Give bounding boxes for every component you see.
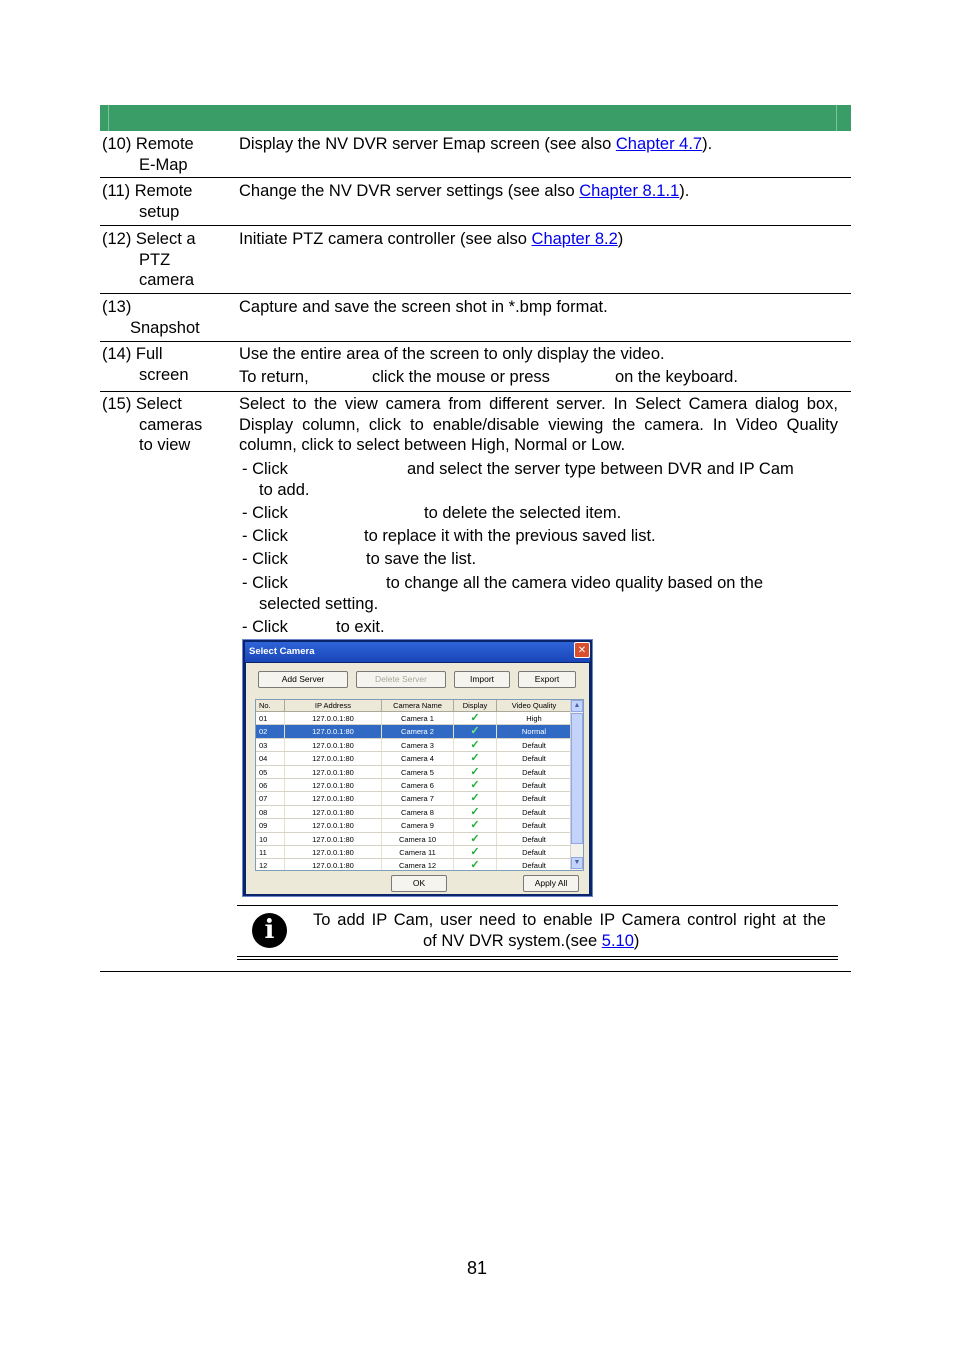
row-desc-full-screen: Use the entire area of the screen to only display the video. [239,345,665,363]
no-cell[interactable]: 08 [256,806,285,818]
no-cell[interactable]: 02 [256,725,285,737]
quality-cell[interactable]: Default [497,833,572,845]
display-cell[interactable] [454,766,497,778]
no-cell[interactable]: 03 [256,739,285,751]
quality-cell[interactable]: Default [497,859,572,871]
name-cell[interactable]: Camera 7 [382,792,454,804]
ip-cell[interactable]: 127.0.0.1:80 [285,752,382,764]
table-row[interactable] [256,792,572,805]
table-row[interactable] [256,739,572,752]
note-top-rule [237,905,838,906]
row-desc-full-screen-return-a: To return, [239,368,309,386]
column-header-camera-name[interactable]: Camera Name [382,700,454,712]
bullet-export-text: to save the list. [366,550,477,568]
ip-cell[interactable]: 127.0.0.1:80 [285,859,382,871]
column-header-ip-address[interactable]: IP Address [285,700,382,712]
no-cell[interactable]: 09 [256,819,285,831]
import-button[interactable]: Import [454,671,510,688]
dialog-title: Select Camera [245,642,590,662]
row-desc-select-cameras: Select to the view camera from different server. In Select Camera dialog box, Display column, click to enable/disable viewing the camera. In Video Quality column, click to select between High, Normal or Low. [239,395,838,454]
no-cell[interactable]: 06 [256,779,285,791]
table-bottom-rule [100,971,851,972]
table-row[interactable] [256,725,572,738]
no-cell[interactable]: 01 [256,712,285,724]
ip-cell[interactable]: 127.0.0.1:80 [285,846,382,858]
table-row[interactable] [256,766,572,779]
row-divider [100,341,851,342]
ip-cell[interactable]: 127.0.0.1:80 [285,725,382,737]
row-desc-remote-setup: Change the NV DVR server settings (see also Chapter 8.1.1). [239,182,690,200]
no-cell[interactable]: 12 [256,859,285,871]
name-cell[interactable]: Camera 10 [382,833,454,845]
bullet-add-server-text2: to add. [259,481,310,499]
scroll-thumb[interactable] [571,713,583,844]
name-cell[interactable]: Camera 1 [382,712,454,724]
table-row[interactable] [256,859,572,871]
table-row[interactable] [256,779,572,792]
bullet-import-click: - Click [242,527,288,545]
check-icon[interactable]: ✓ [470,859,480,871]
scroll-up-icon[interactable]: ▲ [571,700,583,712]
name-cell[interactable]: Camera 6 [382,779,454,791]
row-desc-full-screen-return-b: click the mouse or press [372,368,550,386]
quality-cell[interactable]: Default [497,779,572,791]
display-cell[interactable] [454,833,497,845]
table-row[interactable] [256,806,572,819]
no-cell[interactable]: 10 [256,833,285,845]
check-icon[interactable]: ✓ [470,779,480,791]
name-cell[interactable]: Camera 12 [382,859,454,871]
ip-cell[interactable]: 127.0.0.1:80 [285,712,382,724]
name-cell[interactable]: Camera 4 [382,752,454,764]
row-divider [100,391,851,392]
quality-cell[interactable]: Default [497,766,572,778]
check-icon[interactable]: ✓ [470,832,480,845]
column-header-video-quality[interactable]: Video Quality [497,700,572,712]
column-header-no[interactable]: No. [256,700,285,712]
check-icon[interactable]: ✓ [470,738,480,751]
table-row[interactable] [256,712,572,725]
name-cell[interactable]: Camera 8 [382,806,454,818]
delete-server-button[interactable]: Delete Server [356,671,446,688]
no-cell[interactable]: 05 [256,766,285,778]
ip-cell[interactable]: 127.0.0.1:80 [285,792,382,804]
bullet-apply-all-text2: selected setting. [259,595,379,613]
column-header-display[interactable]: Display [454,700,497,712]
ip-cell[interactable]: 127.0.0.1:80 [285,739,382,751]
dialog-body [246,663,589,894]
table-row[interactable] [256,833,572,846]
quality-cell[interactable]: Normal [497,725,572,737]
info-icon: i [252,913,287,948]
row-label-remote-setup: (11) Remote setup [102,182,193,221]
check-icon[interactable]: ✓ [470,819,480,832]
display-cell[interactable] [454,739,497,751]
row-desc-snapshot: Capture and save the screen shot in *.bmp format. [239,298,608,316]
display-cell[interactable] [454,859,497,871]
name-cell[interactable]: Camera 3 [382,739,454,751]
bullet-add-server-click: - Click [242,460,288,478]
row-divider [100,177,851,178]
check-icon[interactable]: ✓ [470,805,480,818]
table-row[interactable] [256,846,572,859]
display-cell[interactable] [454,846,497,858]
row-desc-full-screen-return-c: on the keyboard. [615,368,738,386]
check-icon[interactable]: ✓ [470,725,480,738]
display-cell[interactable] [454,792,497,804]
quality-cell[interactable]: High [497,712,572,724]
bullet-export-click: - Click [242,550,288,568]
vertical-scrollbar[interactable] [570,700,583,870]
ok-button[interactable]: OK [391,875,447,892]
table-row[interactable] [256,752,572,765]
bullet-ok-text: to exit. [336,618,385,636]
display-cell[interactable] [454,752,497,764]
table-header-bar [100,105,851,131]
camera-list[interactable] [255,699,584,871]
display-cell[interactable] [454,819,497,831]
name-cell[interactable]: Camera 11 [382,846,454,858]
row-label-remote-emap: (10) Remote E-Map [102,135,194,174]
table-row[interactable] [256,819,572,832]
ip-cell[interactable]: 127.0.0.1:80 [285,779,382,791]
check-icon[interactable]: ✓ [470,752,480,765]
ip-cell[interactable]: 127.0.0.1:80 [285,819,382,831]
name-cell[interactable]: Camera 9 [382,819,454,831]
no-cell[interactable]: 07 [256,792,285,804]
display-cell[interactable] [454,712,497,724]
ip-cell[interactable]: 127.0.0.1:80 [285,766,382,778]
check-icon[interactable]: ✓ [470,846,480,858]
name-cell[interactable]: Camera 2 [382,725,454,737]
scroll-down-icon[interactable]: ▼ [571,857,583,869]
bullet-delete-server-text: to delete the selected item. [424,504,622,522]
quality-cell[interactable]: Default [497,752,572,764]
note-bottom-rule [237,956,838,957]
page-number: 81 [466,1258,488,1278]
display-cell[interactable] [454,806,497,818]
check-icon[interactable]: ✓ [470,712,480,724]
display-cell[interactable] [454,725,497,737]
export-button[interactable]: Export [518,671,576,688]
apply-all-button[interactable]: Apply All [523,875,579,892]
no-cell[interactable]: 11 [256,846,285,858]
row-label-snapshot: (13) Snapshot [102,298,200,337]
quality-cell[interactable]: Default [497,819,572,831]
quality-cell[interactable]: Default [497,806,572,818]
link-chapter-8-2[interactable]: Chapter 8.2 [531,230,618,248]
name-cell[interactable]: Camera 5 [382,766,454,778]
ip-cell[interactable]: 127.0.0.1:80 [285,806,382,818]
bullet-delete-server-click: - Click [242,504,288,522]
check-icon[interactable]: ✓ [470,792,480,805]
link-chapter-4-7[interactable]: Chapter 4.7 [615,135,703,153]
quality-cell[interactable]: Default [497,792,572,804]
row-label-select-ptz: (12) Select a PTZ camera [102,230,196,289]
quality-cell[interactable]: Default [497,739,572,751]
row-label-select-cameras: (15) Select cameras to view [102,395,203,454]
note-bottom-rule-2 [237,959,838,960]
row-label-full-screen: (14) Full screen [102,345,189,384]
link-5-10[interactable]: 5.10 [601,931,634,950]
ip-cell[interactable]: 127.0.0.1:80 [285,833,382,845]
row-desc-select-ptz: Initiate PTZ camera controller (see also Chapter 8.2) [239,230,624,248]
display-cell[interactable] [454,779,497,791]
row-desc-remote-emap: Display the NV DVR server Emap screen (see also Chapter 4.7). [239,135,713,153]
add-server-button[interactable]: Add Server [258,671,348,688]
bullet-ok-click: - Click [242,618,288,636]
row-divider [100,225,851,226]
bullet-import-text: to replace it with the previous saved list. [364,527,656,545]
close-icon[interactable]: ✕ [574,642,590,658]
no-cell[interactable]: 04 [256,752,285,764]
select-camera-dialog [242,639,593,897]
row-divider [100,293,851,294]
bullet-apply-all-click: - Click [242,574,288,592]
quality-cell[interactable]: Default [497,846,572,858]
check-icon[interactable]: ✓ [470,765,480,778]
note-text: To add IP Cam, user need to enable IP Camera control right at the of NV DVR system.(see 5.10) [313,911,826,950]
bullet-add-server-text: and select the server type between DVR and IP Cam [407,460,794,478]
link-chapter-8-1-1[interactable]: Chapter 8.1.1 [579,182,680,200]
bullet-apply-all-text: to change all the camera video quality based on the [386,574,764,592]
